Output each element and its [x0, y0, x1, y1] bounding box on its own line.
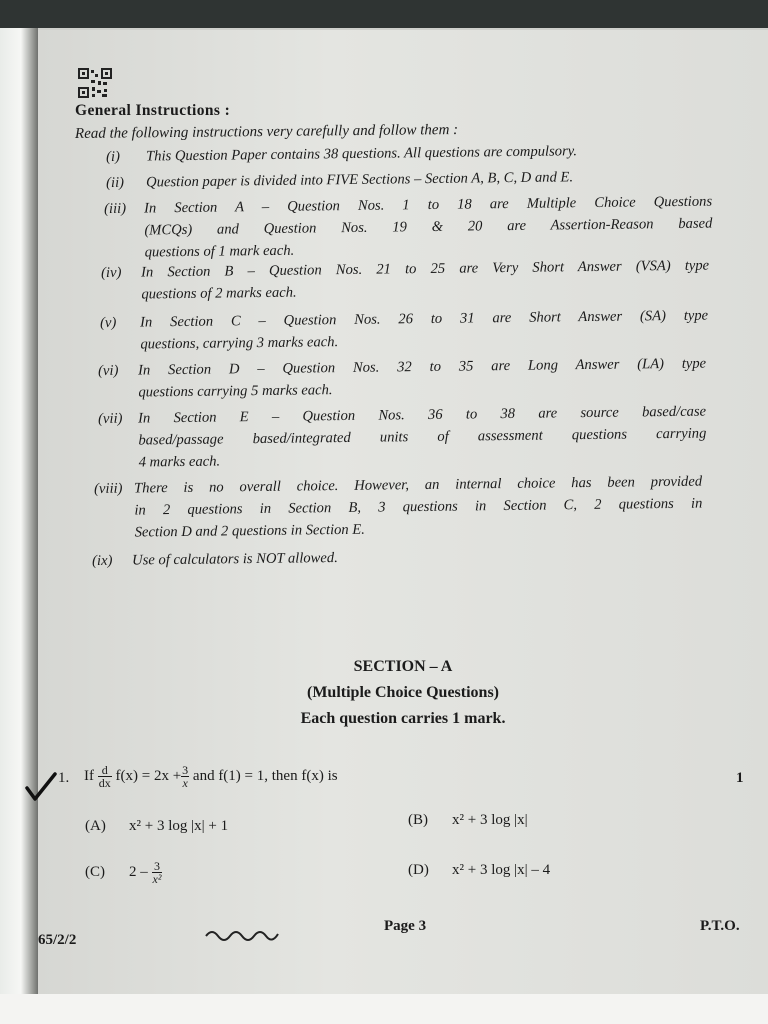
- option-d-label: (D): [408, 862, 429, 878]
- instruction-number: (iv): [101, 264, 122, 281]
- tick-mark-icon: [24, 772, 58, 802]
- bottom-strip: [0, 994, 768, 1024]
- derivative-fraction: [98, 764, 112, 789]
- instruction-line: in 2 questions in Section B, 3 questions in Section C, 2 questions in: [134, 495, 703, 519]
- instruction-line: questions, carrying 3 marks each.: [140, 334, 339, 353]
- frac-denominator: x²: [152, 872, 162, 886]
- instruction-text: [138, 401, 707, 474]
- instruction-text: [146, 165, 714, 194]
- instruction-text: [141, 255, 709, 306]
- instruction-number: (vii): [98, 410, 123, 427]
- instruction-text: [144, 191, 713, 264]
- instruction-text: [138, 353, 706, 404]
- question-1-text: [84, 764, 338, 789]
- option-c-fraction: [152, 860, 163, 885]
- option-a[interactable]: [85, 818, 228, 835]
- option-a-text: x² + 3 log |x| + 1: [129, 818, 229, 834]
- option-b[interactable]: [408, 812, 528, 829]
- frac-denominator: x: [182, 776, 188, 790]
- instruction-line: questions carrying 5 marks each.: [138, 382, 333, 401]
- qr-code-icon: [78, 68, 112, 98]
- instruction-number: (v): [100, 314, 117, 331]
- instructions-intro: Read the following instructions very carefully and follow them :: [74, 121, 459, 142]
- option-d-text: x² + 3 log |x| – 4: [452, 862, 551, 878]
- three-over-x-fraction: [181, 764, 189, 789]
- option-a-label: (A): [85, 818, 106, 834]
- instruction-number: (i): [106, 148, 121, 165]
- instructions-title: General Instructions :: [75, 102, 231, 119]
- question-rest: and f(1) = 1, then f(x) is: [192, 767, 338, 784]
- instruction-text: [132, 543, 700, 572]
- frac-numerator: 3: [152, 860, 163, 873]
- instruction-line: In Section C – Question Nos. 26 to 31 are Short Answer (SA) type: [140, 307, 709, 331]
- instruction-text: [140, 305, 708, 356]
- section-heading: SECTION – A: [353, 658, 453, 675]
- option-c[interactable]: [85, 860, 162, 885]
- option-b-text: x² + 3 log |x|: [452, 812, 528, 828]
- instruction-line: In Section A – Question Nos. 1 to 18 are Multiple Choice Questions: [144, 193, 713, 217]
- instruction-number: (ii): [106, 174, 125, 191]
- previous-page-edge: [0, 28, 38, 998]
- instruction-number: (vi): [98, 362, 119, 379]
- frac-denominator: dx: [98, 776, 111, 790]
- instruction-text: [146, 139, 714, 168]
- question-if: If: [84, 767, 94, 784]
- instruction-line: Question paper is divided into FIVE Sections – Section A, B, C, D and E.: [146, 169, 574, 191]
- instruction-line: In Section B – Question Nos. 21 to 25 are Very Short Answer (VSA) type: [141, 257, 710, 281]
- option-d[interactable]: [408, 862, 550, 879]
- section-subheading: (Multiple Choice Questions): [307, 684, 499, 701]
- instruction-number: (iii): [104, 200, 127, 217]
- section-note: Each question carries 1 mark.: [300, 710, 506, 727]
- frac-numerator: 3: [182, 763, 189, 777]
- wavy-line-icon: [204, 926, 284, 942]
- question-expression: f(x) = 2x +: [115, 767, 182, 784]
- instruction-line: (MCQs) and Question Nos. 19 & 20 are Assertion-Reason based: [144, 215, 713, 239]
- instruction-line: Section D and 2 questions in Section E.: [134, 521, 365, 541]
- page-number: Page 3: [384, 918, 427, 934]
- option-c-prefix: 2 –: [129, 864, 148, 880]
- exam-page: [38, 30, 768, 994]
- paper-code: 65/2/2: [38, 932, 77, 948]
- question-marks: 1: [736, 770, 744, 786]
- instruction-line: In Section E – Question Nos. 36 to 38 are source based/case: [138, 403, 707, 427]
- instruction-line: Use of calculators is NOT allowed.: [132, 549, 338, 569]
- instruction-text: [134, 471, 703, 544]
- instruction-number: (ix): [92, 552, 113, 569]
- pto-label: P.T.O.: [700, 918, 740, 934]
- instruction-line: 4 marks each.: [138, 453, 221, 471]
- question-number: 1.: [58, 770, 70, 786]
- instruction-line: questions of 2 marks each.: [141, 284, 297, 303]
- option-b-label: (B): [408, 812, 428, 828]
- instruction-line: In Section D – Question Nos. 32 to 35 are Long Answer (LA) type: [138, 355, 707, 379]
- frac-numerator: d: [98, 764, 112, 777]
- option-c-label: (C): [85, 864, 105, 880]
- instruction-number: (viii): [94, 480, 123, 497]
- instruction-line: questions of 1 mark each.: [144, 242, 295, 261]
- instruction-line: This Question Paper contains 38 questions. All questions are compulsory.: [146, 143, 578, 165]
- instruction-line: There is no overall choice. However, an internal choice has been provided: [134, 473, 703, 497]
- instruction-line: based/passage based/integrated units of assessment questions carrying: [138, 425, 707, 449]
